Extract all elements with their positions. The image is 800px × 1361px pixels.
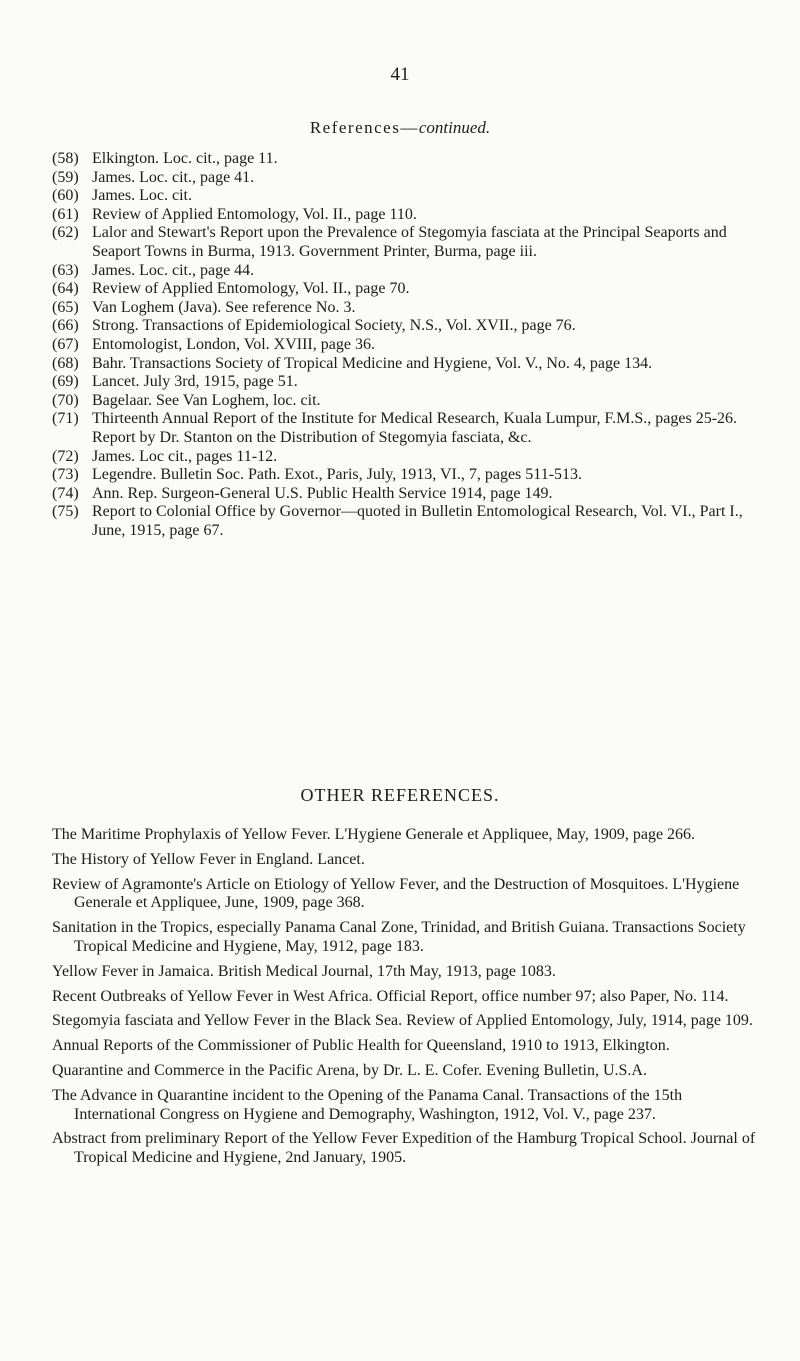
reference-text: Review of Applied Entomology, Vol. II., page 70. [92, 280, 410, 298]
reference-text: Thirteenth Annual Report of the Institute for Medical Research, Kuala Lumpur, F.M.S., pages 25-26. Report by Dr. Stanton on the Distribution of Stegomyia fasciata, &c. [92, 410, 738, 446]
numbered-reference-list [52, 150, 767, 540]
reference-number: (60) [52, 187, 79, 205]
reference-text: Lalor and Stewart's Report upon the Prevalence of Stegomyia fasciata at the Principal Seaports and Seaport Towns in Burma, 1913. Government Printer, Burma, page iii. [92, 224, 727, 260]
reference-text: James. Loc cit., pages 11-12. [92, 447, 278, 465]
other-reference-item: Stegomyia fasciata and Yellow Fever in the Black Sea. Review of Applied Entomology, July, 1914, page 109. [52, 1012, 753, 1030]
reference-number: (61) [52, 205, 79, 223]
other-references-heading: OTHER REFERENCES. [300, 785, 500, 805]
other-reference-item: Sanitation in the Tropics, especially Panama Canal Zone, Trinidad, and British Guiana. Transactions Society Tropical Medicine and Hygiene, May, 1912, page 183. [52, 919, 746, 955]
reference-text: Ann. Rep. Surgeon-General U.S. Public Health Service 1914, page 149. [92, 484, 553, 502]
other-reference-list [52, 826, 767, 1174]
references-heading-suffix: continued. [418, 118, 491, 137]
reference-item [52, 187, 767, 206]
reference-text: Bahr. Transactions Society of Tropical Medicine and Hygiene, Vol. V., No. 4, page 134. [92, 354, 653, 372]
reference-item [52, 373, 767, 392]
reference-text: Legendre. Bulletin Soc. Path. Exot., Paris, July, 1913, VI., 7, pages 511-513. [92, 466, 583, 484]
reference-number: (59) [52, 168, 79, 186]
other-reference-item: Annual Reports of the Commissioner of Public Health for Queensland, 1910 to 1913, Elkington. [52, 1037, 670, 1055]
other-reference-item: Yellow Fever in Jamaica. British Medical Journal, 17th May, 1913, page 1083. [52, 962, 556, 980]
reference-number: (65) [52, 298, 79, 316]
reference-number: (74) [52, 484, 79, 502]
reference-item [52, 150, 767, 169]
reference-item [52, 206, 767, 225]
references-heading: References—continued. [309, 118, 491, 137]
reference-text: Van Loghem (Java). See reference No. 3. [92, 298, 356, 316]
reference-number: (68) [52, 354, 79, 372]
reference-item [52, 503, 767, 540]
reference-text: Report to Colonial Office by Governor—quoted in Bulletin Entomological Research, Vol. VI., Part I., June, 1915, page 67. [92, 503, 743, 539]
reference-item [52, 169, 767, 188]
reference-text: Entomologist, London, Vol. XVIII, page 36. [92, 335, 375, 353]
reference-number: (63) [52, 261, 79, 279]
other-reference-item: Quarantine and Commerce in the Pacific Arena, by Dr. L. E. Cofer. Evening Bulletin, U.S.A. [52, 1061, 647, 1079]
reference-number: (70) [52, 391, 79, 409]
reference-item [52, 336, 767, 355]
reference-number: (62) [52, 224, 79, 242]
references-heading-title: References [309, 118, 401, 137]
reference-text: Elkington. Loc. cit., page 11. [92, 150, 278, 167]
reference-item [52, 466, 767, 485]
reference-text: James. Loc. cit. [92, 187, 192, 205]
reference-number: (73) [52, 466, 79, 484]
other-reference-item: Recent Outbreaks of Yellow Fever in West Africa. Official Report, office number 97; also Paper, No. 114. [52, 987, 729, 1005]
other-reference-item: Review of Agramonte's Article on Etiology of Yellow Fever, and the Destruction of Mosquitoes. L'Hygiene Generale et Appliquee, June, 1909, page 368. [52, 875, 740, 912]
reference-item [52, 355, 767, 374]
reference-item [52, 280, 767, 299]
reference-text: Lancet. July 3rd, 1915, page 51. [92, 373, 298, 391]
reference-text: James. Loc. cit., page 41. [92, 168, 255, 186]
reference-text: James. Loc. cit., page 44. [92, 261, 255, 279]
reference-number: (64) [52, 280, 79, 298]
reference-item [52, 485, 767, 504]
other-reference-item: The Advance in Quarantine incident to the Opening of the Panama Canal. Transactions of the 15th International Congress on Hygiene and Demography, Washington, 1912, Vol. V., page 237. [52, 1086, 683, 1123]
reference-text: Bagelaar. See Van Loghem, loc. cit. [92, 391, 321, 409]
reference-item [52, 262, 767, 281]
other-reference-item: The History of Yellow Fever in England. Lancet. [52, 850, 365, 868]
reference-item [52, 299, 767, 318]
reference-text: Strong. Transactions of Epidemiological Society, N.S., Vol. XVII., page 76. [92, 317, 576, 335]
reference-number: (69) [52, 373, 79, 391]
reference-item [52, 317, 767, 336]
page-number: 41 [390, 64, 410, 85]
reference-item [52, 410, 767, 447]
reference-text: Review of Applied Entomology, Vol. II., page 110. [92, 205, 417, 223]
other-reference-item: Abstract from preliminary Report of the Yellow Fever Expedition of the Hamburg Tropical School. Journal of Tropical Medicine and Hygiene, 2nd January, 1905. [52, 1130, 756, 1167]
reference-number: (75) [52, 503, 79, 521]
reference-item [52, 448, 767, 467]
reference-item [52, 392, 767, 411]
reference-number: (67) [52, 335, 79, 353]
reference-item [52, 224, 767, 261]
other-reference-item: The Maritime Prophylaxis of Yellow Fever. L'Hygiene Generale et Appliquee, May, 1909, page 266. [52, 826, 696, 843]
reference-number: (71) [52, 410, 79, 428]
reference-number: (66) [52, 317, 79, 335]
reference-number: (58) [52, 150, 79, 167]
reference-number: (72) [52, 447, 79, 465]
